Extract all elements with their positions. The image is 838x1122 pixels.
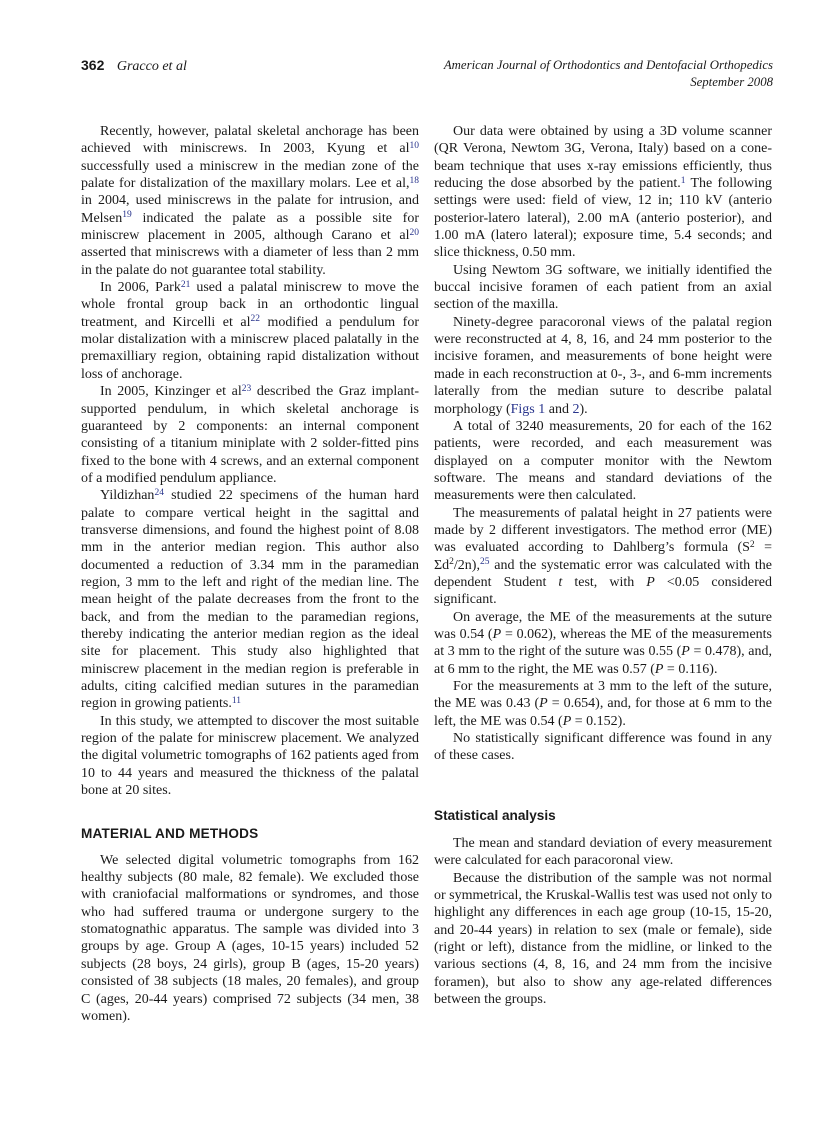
superscript: 2 [749, 539, 755, 550]
paragraph: In this study, we attempted to discover the most suitable region of the palate for miniscrew placement. We analyzed the digital volumetric tomographs of 162 patients aged from 10 to 44 years and measured the thickness of the palatal bone at 20 sites. [81, 713, 419, 799]
paragraph: For the measurements at 3 mm to the left of the suture, the ME was 0.43 (P = 0.654), and, for those at 6 mm to the left, the ME was 0.54 (P = 0.152). [434, 679, 772, 729]
citation-ref[interactable]: 20 [409, 227, 419, 238]
paragraph: Ninety-degree paracoronal views of the palatal region were reconstructed at 4, 8, 16, and 24 mm posterior to the incisive foramen, and measurements of bone height were made in each reconstruction at 0-, 3-, and 6-mm increments laterally from the median suture to describe palatal morphology (Figs 1 and 2). [434, 314, 772, 417]
citation-ref[interactable]: 21 [180, 279, 191, 290]
paragraph: Our data were obtained by using a 3D volume scanner (QR Verona, Newtom 3G, Verona, Italy) based on a cone-beam technique that uses x-ray emissions efficiently, thus reducing the dose absorbed by the patient.$^1$ The following settings were used: field of view, 12 in; 110 kV (anterio posterior-latero lateral), 2.00 mA (anterio posterior), and 1.00 mA (latero lateral); exposure time, 5.4 seconds; and slice thickness, 0.50 mm. [434, 124, 772, 261]
right-column [434, 123, 772, 1025]
italic-text: P [681, 644, 690, 660]
paragraph: Yildizhan$^{24}$ studied 22 specimens of the human hard palate to compare vertical height in the sagittal and transverse dimensions, and found the highest point of 8.08 mm in the anterior median region. This author also documented a reduction of 3.34 mm in the paramedian region, 3 mm to the left and right of the median line. The mean height of the palate decreases from the front to the back, and from the median to the paramedian regions, thereby indicating the anterior median region as the ideal site for placement. This study also highlighted that miniscrew placement in the median region is preferable in adults, citing calcified median sutures in the paramedian region in growing patients.$^{11}$ [81, 487, 419, 712]
citation-ref[interactable]: 10 [409, 140, 419, 151]
citation-ref[interactable]: 1 [680, 175, 686, 186]
two-column-body [81, 123, 773, 1025]
paragraph: The measurements of palatal height in 27 patients were made by 2 different investigators. The method error (ME) was evaluated according to Dahlberg’s formula $(S^2 = \Sigma d^2/2n),^{25}$ and the systematic error was calculated with the dependent Student t test, with P <0.05 considered significant. [434, 505, 772, 608]
paragraph: On average, the ME of the measurements at the suture was 0.54 (P = 0.062), whereas the ME of the measurements at 3 mm to the right of the suture was 0.55 (P = 0.478), and, at 6 mm to the right, the ME was 0.57 (P = 0.116). [434, 609, 772, 677]
paragraph: Using Newtom 3G software, we initially identified the buccal incisive foramen of each patient from an axial section of the maxilla. [434, 262, 772, 313]
paragraph: In 2005, Kinzinger et al$^{23}$ described the Graz implant-supported pendulum, in which skeletal anchorage is guaranteed by 2 components: an internal component consisting of a titanium miniplate with 2 solder-fitted pins fixed to the bone with 4 screws, and an external component of a modified pendulum appliance. [81, 383, 419, 486]
page-number: 362 [81, 57, 105, 73]
citation-ref[interactable]: 11 [231, 695, 242, 706]
running-header [81, 57, 773, 90]
paragraph: The mean and standard deviation of every measurement were calculated for each paracoronal view. [434, 836, 772, 869]
section-heading: MATERIAL AND METHODS [81, 826, 259, 842]
italic-text: P [539, 696, 548, 712]
citation-ref[interactable]: 25 [479, 557, 490, 568]
paragraph: We selected digital volumetric tomographs from 162 healthy subjects (80 male, 82 female). We excluded those with craniofacial malformations or syndromes, and those who had suffered trauma or undergone surgery to the stomatognathic apparatus. The sample was divided into 3 groups by age. Group A (ages, 10-15 years) included 52 subjects (28 boys, 24 girls), group B (ages, 15-20 years) consisted of 38 subjects (18 males, 20 females), and group C (ages, 20-44 years) comprised 72 subjects (34 men, 38 women). [81, 852, 419, 1024]
running-authors: Gracco et al [116, 59, 187, 74]
paragraph: In 2006, Park$^{21}$ used a palatal miniscrew to move the whole frontal group back in an orthodontic lingual treatment, and Kircelli et al$^{22}$ modified a pendulum for molar distalization with a miniscrew placed palatally in the premaxilliary region, obtaining rapid distalization without loss of anchorage. [81, 279, 419, 382]
citation-ref[interactable]: 22 [250, 314, 260, 325]
journal-title-block [444, 57, 773, 90]
superscript: 2 [449, 557, 454, 568]
figure-link[interactable]: 2 [572, 401, 580, 417]
figure-link[interactable]: Figs 1 [510, 401, 546, 417]
citation-ref[interactable]: 23 [241, 383, 252, 394]
italic-text: t [558, 574, 563, 590]
italic-text: P [646, 574, 655, 590]
citation-ref[interactable]: 24 [154, 487, 164, 498]
italic-text: P [562, 713, 572, 729]
issue-date: September 2008 [690, 74, 773, 89]
sub-heading: Statistical analysis [434, 807, 556, 823]
paragraph: No statistically significant difference was found in any of these cases. [434, 731, 772, 764]
left-column [81, 123, 419, 1025]
running-header-left [81, 57, 187, 75]
citation-ref[interactable]: 19 [122, 210, 132, 221]
paragraph: Recently, however, palatal skeletal anchorage has been achieved with miniscrews. In 2003, Kyung et al$^{10}$ successfully used a miniscrew in the median zone of the palate for distalization of the maxillary molars. Lee et al,$^{18}$ in 2004, used miniscrews in the palate for intrusion, and Melsen$^{19}$ indicated the palate as a possible site for miniscrew placement in 2005, although Carano et al$^{20}$ asserted that miniscrews with a diameter of less than 2 mm in the palate do not guarantee total stability. [81, 124, 419, 278]
paragraph: Because the distribution of the sample was not normal or symmetrical, the Kruskal-Wallis test was used not only to highlight any differences in each age group (10-15, 15-20, and 20-44 years) in relation to sex (male or female), side (right or left), distance from the midline, or linked to the various sections (4, 8, 16, and 24 mm from the incisive foramen), but also to show any age-related differences between the groups. [434, 870, 772, 1008]
italic-text: P [492, 626, 502, 642]
citation-ref[interactable]: 18 [409, 175, 419, 186]
paragraph: A total of 3240 measurements, 20 for each of the 162 patients, were recorded, and each measurement was displayed on a computer monitor with the Newtom software. The means and standard deviations of the measurements were then calculated. [434, 418, 772, 504]
journal-name: American Journal of Orthodontics and Dentofacial Orthopedics [443, 58, 773, 72]
italic-text: P [654, 661, 664, 677]
